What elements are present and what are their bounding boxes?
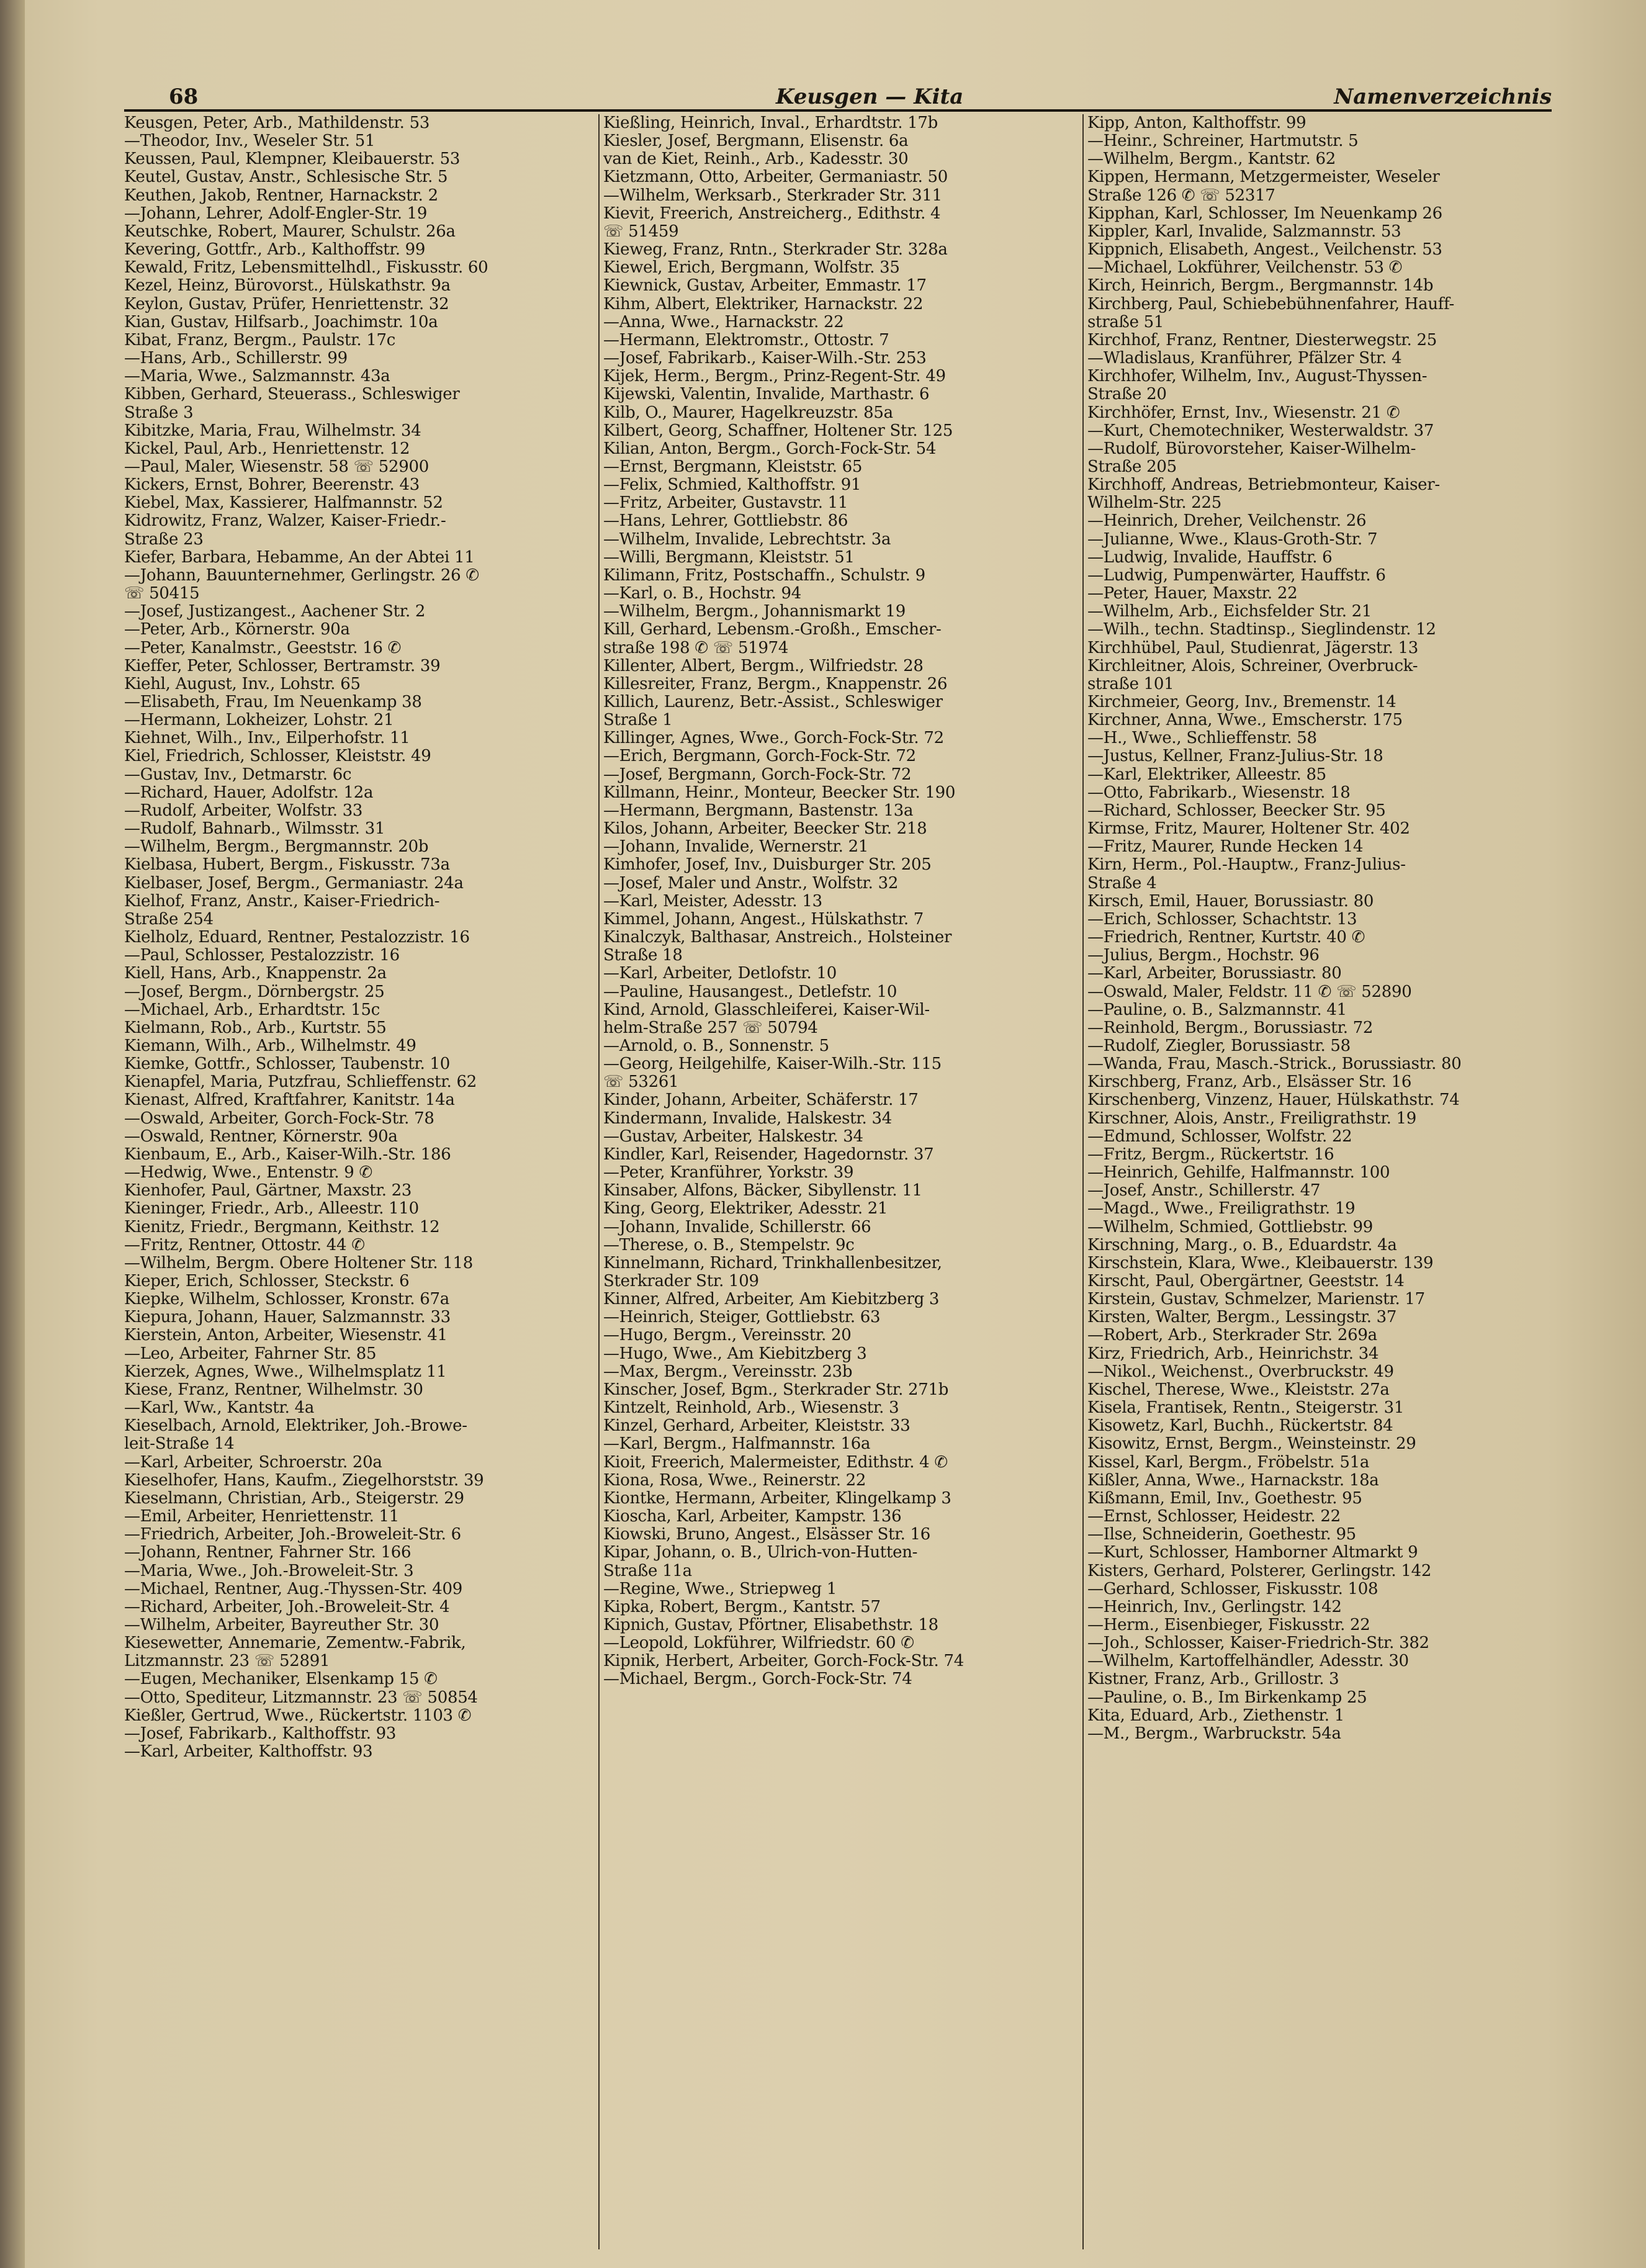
directory-column-2 (603, 114, 1081, 2249)
directory-entry: Kienapfel, Maria, Putzfrau, Schlieffenstr. 62 (124, 1073, 477, 1092)
directory-entry: —Edmund, Schlosser, Wolfstr. 22 (1087, 1127, 1352, 1146)
directory-entry: —Friedrich, Arbeiter, Joh.-Broweleit-Str. 6 (124, 1526, 461, 1544)
directory-entry: —Friedrich, Rentner, Kurtstr. 40 ✆ (1087, 929, 1365, 947)
directory-entry: —Josef, Justizangest., Aachener Str. 2 (124, 603, 426, 621)
directory-entry: Kieffer, Peter, Schlosser, Bertramstr. 39 (124, 657, 441, 675)
directory-entry: Kibat, Franz, Bergm., Paulstr. 17c (124, 331, 396, 349)
directory-entry: ☏ 50415 (124, 585, 200, 603)
directory-entry: —Wilhelm, Schmied, Gottliebstr. 99 (1087, 1218, 1373, 1236)
directory-entry: Kirschner, Alois, Anstr., Freiligrathstr. 19 (1087, 1109, 1417, 1128)
directory-entry: leit-Straße 14 (124, 1435, 235, 1454)
directory-entry: —Leopold, Lokführer, Wilfriedstr. 60 ✆ (603, 1634, 914, 1653)
directory-entry: Keylon, Gustav, Prüfer, Henriettenstr. 32 (124, 295, 449, 313)
directory-entry: Kilb, O., Maurer, Hagelkreuzstr. 85a (603, 403, 893, 422)
page-number: 68 (169, 84, 199, 109)
directory-entry: —Josef, Bergmann, Gorch-Fock-Str. 72 (603, 765, 912, 784)
directory-entry: Kiepura, Johann, Hauer, Salzmannstr. 33 (124, 1308, 451, 1327)
directory-entry: —Karl, Arbeiter, Kalthoffstr. 93 (124, 1743, 373, 1762)
directory-entry: —Ludwig, Invalide, Hauffstr. 6 (1087, 548, 1333, 567)
directory-entry: —Erich, Bergmann, Gorch-Fock-Str. 72 (603, 747, 916, 766)
directory-entry: —Karl, Bergm., Halfmannstr. 16a (603, 1435, 871, 1454)
directory-entry: —Maria, Wwe., Joh.-Broweleit-Str. 3 (124, 1562, 414, 1580)
directory-entry: —Richard, Hauer, Adolfstr. 12a (124, 783, 374, 802)
directory-entry: Kinnelmann, Richard, Trinkhallenbesitzer, (603, 1254, 942, 1272)
directory-entry: —Wilhelm, Kartoffelhändler, Adesstr. 30 (1087, 1652, 1409, 1671)
directory-entry: —Rudolf, Bahnarb., Wilmsstr. 31 (124, 820, 385, 839)
directory-entry: —Johann, Invalide, Schillerstr. 66 (603, 1218, 871, 1236)
directory-entry: —Pauline, Hausangest., Detlefstr. 10 (603, 983, 897, 1001)
directory-entry: Kiese, Franz, Rentner, Wilhelmstr. 30 (124, 1380, 423, 1399)
directory-entry: Killich, Laurenz, Betr.-Assist., Schleswiger (603, 693, 943, 711)
directory-entry: —Johann, Invalide, Wernerstr. 21 (603, 838, 869, 857)
directory-entry: helm-Straße 257 ☏ 50794 (603, 1019, 818, 1037)
directory-entry: Kihm, Albert, Elektriker, Harnackstr. 22 (603, 295, 924, 313)
header-rule (124, 109, 1552, 112)
directory-entry: —Joh., Schlosser, Kaiser-Friedrich-Str. 382 (1087, 1634, 1429, 1653)
directory-entry: Kisowetz, Karl, Buchh., Rückertstr. 84 (1087, 1417, 1393, 1436)
directory-entry: Kirn, Herm., Pol.-Hauptw., Franz-Julius- (1087, 856, 1406, 875)
directory-entry: —Maria, Wwe., Salzmannstr. 43a (124, 367, 390, 386)
directory-entry: Kinalczyk, Balthasar, Anstreich., Holsteiner (603, 929, 952, 947)
column-divider (1082, 114, 1084, 2249)
directory-entry: Kisters, Gerhard, Polsterer, Gerlingstr. 142 (1087, 1562, 1432, 1580)
directory-entry: Kiesler, Josef, Bergmann, Elisenstr. 6a (603, 132, 909, 151)
directory-entry: Kiemann, Wilh., Arb., Wilhelmstr. 49 (124, 1037, 416, 1055)
directory-entry: —Magd., Wwe., Freiligrathstr. 19 (1087, 1200, 1356, 1218)
directory-entry: —Richard, Schlosser, Beecker Str. 95 (1087, 801, 1386, 820)
directory-entry: —M., Bergm., Warbruckstr. 54a (1087, 1724, 1341, 1743)
directory-entry: Sterkrader Str. 109 (603, 1272, 759, 1290)
directory-entry: —Pauline, o. B., Salzmannstr. 41 (1087, 1001, 1347, 1019)
directory-entry: Kilos, Johann, Arbeiter, Beecker Str. 218 (603, 820, 927, 839)
directory-entry: Kienhofer, Paul, Gärtner, Maxstr. 23 (124, 1182, 412, 1200)
directory-entry: —Eugen, Mechaniker, Elsenkamp 15 ✆ (124, 1670, 438, 1689)
directory-entry: Kirchberg, Paul, Schiebebühnenfahrer, Hauff- (1087, 295, 1454, 313)
directory-entry: ☏ 51459 (603, 222, 679, 241)
directory-entry: —Hermann, Bergmann, Bastenstr. 13a (603, 801, 914, 820)
directory-entry: Kienitz, Friedr., Bergmann, Keithstr. 12 (124, 1218, 440, 1236)
directory-entry: Kissel, Karl, Bergm., Fröbelstr. 51a (1087, 1453, 1370, 1472)
directory-entry: Kipnik, Herbert, Arbeiter, Gorch-Fock-Str. 74 (603, 1652, 964, 1671)
directory-entry: Straße 3 (124, 403, 194, 422)
directory-entry: Kirsten, Walter, Bergm., Lessingstr. 37 (1087, 1308, 1397, 1327)
directory-entry: —Fritz, Rentner, Ottostr. 44 ✆ (124, 1236, 365, 1254)
running-head-range: Keusgen — Kita (776, 84, 964, 109)
directory-entry: —Heinrich, Dreher, Veilchenstr. 26 (1087, 512, 1367, 531)
directory-entry: —Leo, Arbeiter, Fahrner Str. 85 (124, 1344, 377, 1363)
directory-entry: Killenter, Albert, Bergm., Wilfriedstr. 28 (603, 657, 924, 675)
directory-entry: King, Georg, Elektriker, Adesstr. 21 (603, 1200, 888, 1218)
directory-entry: straße 101 (1087, 675, 1174, 693)
directory-entry: Kilian, Anton, Bergm., Gorch-Fock-Str. 54 (603, 439, 937, 458)
directory-entry: Kirsch, Emil, Hauer, Borussiastr. 80 (1087, 892, 1374, 911)
directory-entry: Kirchmeier, Georg, Inv., Bremenstr. 14 (1087, 693, 1396, 711)
directory-entry: —Peter, Arb., Körnerstr. 90a (124, 621, 350, 639)
directory-entry: Kippler, Karl, Invalide, Salzmannstr. 53 (1087, 222, 1401, 241)
directory-entry: Keutel, Gustav, Anstr., Schlesische Str. 5 (124, 168, 448, 187)
directory-entry: —Wilhelm, Invalide, Lebrechtstr. 3a (603, 530, 891, 549)
directory-entry: Kischel, Therese, Wwe., Kleiststr. 27a (1087, 1380, 1390, 1399)
directory-entry: —Ernst, Bergmann, Kleiststr. 65 (603, 457, 863, 476)
directory-entry: Kickers, Ernst, Bohrer, Beerenstr. 43 (124, 476, 420, 495)
directory-entry: Kinzel, Gerhard, Arbeiter, Kleiststr. 33 (603, 1417, 911, 1436)
directory-entry: Straße 23 (124, 530, 204, 549)
directory-entry: Keussen, Paul, Klempner, Kleibauerstr. 53 (124, 150, 461, 169)
directory-entry: Killmann, Heinr., Monteur, Beecker Str. 190 (603, 783, 956, 802)
directory-entry: Kipka, Robert, Bergm., Kantstr. 57 (603, 1598, 881, 1616)
directory-entry: Kipnich, Gustav, Pförtner, Elisabethstr. 18 (603, 1616, 938, 1634)
directory-entry: —Rudolf, Ziegler, Borussiastr. 58 (1087, 1037, 1351, 1055)
directory-entry: —Julianne, Wwe., Klaus-Groth-Str. 7 (1087, 530, 1378, 549)
directory-entry: —Erich, Schlosser, Schachtstr. 13 (1087, 910, 1357, 929)
directory-entry: —Gustav, Inv., Detmarstr. 6c (124, 765, 352, 784)
directory-entry: Kiepke, Wilhelm, Schlosser, Kronstr. 67a (124, 1290, 449, 1309)
directory-entry: Kilbert, Georg, Schaffner, Holtener Str. 125 (603, 421, 953, 440)
directory-entry: Kiewel, Erich, Bergmann, Wolfstr. 35 (603, 259, 900, 277)
directory-entry: Keutschke, Robert, Maurer, Schulstr. 26a (124, 222, 456, 241)
directory-entry: Kewald, Fritz, Lebensmittelhdl., Fiskusstr. 60 (124, 259, 488, 277)
running-head-title: Namenverzeichnis (1334, 84, 1552, 109)
directory-entry: Kisowitz, Ernst, Bergm., Weinsteinstr. 29 (1087, 1435, 1416, 1454)
directory-entry: straße 51 (1087, 313, 1164, 331)
directory-entry: Kidrowitz, Franz, Walzer, Kaiser-Friedr.- (124, 512, 446, 531)
directory-entry: Kipar, Johann, o. B., Ulrich-von-Hutten- (603, 1544, 918, 1562)
directory-entry: —Richard, Arbeiter, Joh.-Broweleit-Str. 4 (124, 1598, 450, 1616)
directory-entry: Kirschberg, Franz, Arb., Elsässer Str. 16 (1087, 1073, 1412, 1092)
directory-entry: —Karl, Arbeiter, Borussiastr. 80 (1087, 965, 1342, 983)
directory-entry: —Hugo, Bergm., Vereinsstr. 20 (603, 1326, 852, 1345)
directory-entry: Kisela, Frantisek, Rentn., Steigerstr. 31 (1087, 1399, 1405, 1418)
directory-entry: —Hermann, Lokheizer, Lohstr. 21 (124, 711, 394, 730)
directory-entry: Kinder, Johann, Arbeiter, Schäferstr. 17 (603, 1091, 919, 1110)
directory-entry: Kirchhöfer, Ernst, Inv., Wiesenstr. 21 ✆ (1087, 403, 1400, 422)
directory-entry: Keuthen, Jakob, Rentner, Harnackstr. 2 (124, 186, 438, 205)
directory-entry: Kirstein, Gustav, Schmelzer, Marienstr. 17 (1087, 1290, 1425, 1309)
directory-entry: Kiona, Rosa, Wwe., Reinerstr. 22 (603, 1471, 866, 1490)
directory-entry: Kistner, Franz, Arb., Grillostr. 3 (1087, 1670, 1339, 1689)
directory-entry: —Anna, Wwe., Harnackstr. 22 (603, 313, 844, 331)
directory-entry: Kiebel, Max, Kassierer, Halfmannstr. 52 (124, 494, 443, 513)
directory-entry: —Otto, Fabrikarb., Wiesenstr. 18 (1087, 783, 1351, 802)
directory-entry: Kiell, Hans, Arb., Knappenstr. 2a (124, 965, 387, 983)
directory-entry: Kirchhof, Franz, Rentner, Diesterwegstr. 25 (1087, 331, 1437, 349)
directory-entry: Kirchleitner, Alois, Schreiner, Overbruck- (1087, 657, 1418, 675)
directory-entry: Litzmannstr. 23 ☏ 52891 (124, 1652, 330, 1671)
column-divider (598, 114, 600, 2249)
directory-entry: —Hans, Lehrer, Gottliebstr. 86 (603, 512, 848, 531)
directory-entry: —Arnold, o. B., Sonnenstr. 5 (603, 1037, 829, 1055)
directory-entry: Kieninger, Friedr., Arb., Alleestr. 110 (124, 1200, 419, 1218)
directory-entry: —Wilhelm, Bergm., Bergmannstr. 20b (124, 838, 429, 857)
directory-entry: Kißler, Anna, Wwe., Harnackstr. 18a (1087, 1471, 1379, 1490)
directory-entry: Straße 1 (603, 711, 673, 730)
directory-entry: Kießling, Heinrich, Inval., Erhardtstr. 17b (603, 114, 938, 132)
directory-entry: Kirchhofer, Wilhelm, Inv., August-Thyssen- (1087, 367, 1428, 386)
directory-entry: —Josef, Bergm., Dörnbergstr. 25 (124, 983, 385, 1001)
directory-entry: Kibitzke, Maria, Frau, Wilhelmstr. 34 (124, 421, 421, 440)
directory-entry: —Justus, Kellner, Franz-Julius-Str. 18 (1087, 747, 1383, 766)
directory-entry: straße 198 ✆ ☏ 51974 (603, 639, 789, 657)
directory-entry: Kierstein, Anton, Arbeiter, Wiesenstr. 41 (124, 1326, 447, 1345)
directory-entry: —Michael, Arb., Erhardtstr. 15c (124, 1001, 380, 1019)
directory-entry: —Peter, Kranführer, Yorkstr. 39 (603, 1164, 854, 1182)
directory-entry: —Karl, o. B., Hochstr. 94 (603, 585, 801, 603)
directory-entry: Wilhelm-Str. 225 (1087, 494, 1221, 513)
directory-entry: —Regine, Wwe., Striepweg 1 (603, 1580, 837, 1598)
directory-entry: —Elisabeth, Frau, Im Neuenkamp 38 (124, 693, 422, 711)
directory-entry: Kievit, Freerich, Anstreicherg., Edithstr. 4 (603, 204, 941, 223)
directory-entry: Kill, Gerhard, Lebensm.-Großh., Emscher- (603, 621, 942, 639)
directory-entry: —Gustav, Arbeiter, Halskestr. 34 (603, 1127, 863, 1146)
directory-entry: Kippnich, Elisabeth, Angest., Veilchenstr. 53 (1087, 241, 1442, 259)
directory-entry: —Wanda, Frau, Masch.-Strick., Borussiastr. 80 (1087, 1055, 1462, 1074)
directory-entry: —Felix, Schmied, Kalthoffstr. 91 (603, 476, 861, 495)
directory-entry: —Gerhard, Schlosser, Fiskusstr. 108 (1087, 1580, 1378, 1598)
directory-entry: —Michael, Rentner, Aug.-Thyssen-Str. 409 (124, 1580, 463, 1598)
directory-entry: Kieselbach, Arnold, Elektriker, Joh.-Browe- (124, 1417, 467, 1436)
directory-entry: Kimmel, Johann, Angest., Hülskathstr. 7 (603, 910, 924, 929)
directory-entry: —Wilhelm, Werksarb., Sterkrader Str. 311 (603, 186, 942, 205)
directory-entry: —Wladislaus, Kranführer, Pfälzer Str. 4 (1087, 349, 1402, 368)
directory-entry: Kirschenberg, Vinzenz, Hauer, Hülskathstr. 74 (1087, 1091, 1460, 1110)
directory-entry: Kieweg, Franz, Rntn., Sterkrader Str. 328a (603, 241, 948, 259)
directory-entry: Kevering, Gottfr., Arb., Kalthoffstr. 99 (124, 241, 426, 259)
directory-entry: Kiehl, August, Inv., Lohstr. 65 (124, 675, 361, 693)
directory-entry: Kießler, Gertrud, Wwe., Rückertstr. 1103 ✆ (124, 1706, 472, 1725)
directory-entry: Straße 4 (1087, 874, 1157, 893)
directory-entry: Kirchhübel, Paul, Studienrat, Jägerstr. 13 (1087, 639, 1419, 657)
directory-entry: Kinsaber, Alfons, Bäcker, Sibyllenstr. 11 (603, 1182, 922, 1200)
directory-entry: Kindermann, Invalide, Halskestr. 34 (603, 1109, 892, 1128)
directory-entry: —Peter, Kanalmstr., Geeststr. 16 ✆ (124, 639, 402, 657)
directory-entry: Kirschstein, Klara, Wwe., Kleibauerstr. 139 (1087, 1254, 1434, 1272)
directory-entry: —Wilhelm, Bergm. Obere Holtener Str. 118 (124, 1254, 473, 1272)
directory-entry: —Robert, Arb., Sterkrader Str. 269a (1087, 1326, 1377, 1345)
directory-entry: —Paul, Maler, Wiesenstr. 58 ☏ 52900 (124, 457, 429, 476)
directory-entry: Kiontke, Hermann, Arbeiter, Klingelkamp 3 (603, 1489, 951, 1508)
directory-entry: Kielbaser, Josef, Bergm., Germaniastr. 24a (124, 874, 464, 893)
directory-entry: Kippen, Hermann, Metzgermeister, Weseler (1087, 168, 1440, 187)
directory-entry: van de Kiet, Reinh., Arb., Kadesstr. 30 (603, 150, 909, 169)
directory-entry: —Wilhelm, Arbeiter, Bayreuther Str. 30 (124, 1616, 439, 1634)
directory-entry: —Peter, Hauer, Maxstr. 22 (1087, 585, 1298, 603)
directory-entry: Kirmse, Fritz, Maurer, Holtener Str. 402 (1087, 820, 1410, 839)
directory-entry: Kian, Gustav, Hilfsarb., Joachimstr. 10a (124, 313, 438, 331)
directory-entry: ☏ 53261 (603, 1073, 679, 1092)
directory-entry: Keusgen, Peter, Arb., Mathildenstr. 53 (124, 114, 430, 132)
directory-entry: —Hermann, Elektromstr., Ottostr. 7 (603, 331, 889, 349)
directory-entry: Kickel, Paul, Arb., Henriettenstr. 12 (124, 439, 410, 458)
directory-entry: Kiemke, Gottfr., Schlosser, Taubenstr. 10 (124, 1055, 451, 1074)
directory-entry: Killinger, Agnes, Wwe., Gorch-Fock-Str. 72 (603, 729, 944, 748)
directory-entry: —Josef, Fabrikarb., Kalthoffstr. 93 (124, 1724, 397, 1743)
directory-entry: —Rudolf, Arbeiter, Wolfstr. 33 (124, 801, 363, 820)
directory-entry: —Michael, Bergm., Gorch-Fock-Str. 74 (603, 1670, 912, 1689)
directory-entry: Kienbaum, E., Arb., Kaiser-Wilh.-Str. 186 (124, 1145, 451, 1164)
directory-entry: Kijewski, Valentin, Invalide, Marthastr. 6 (603, 385, 930, 404)
directory-entry: Kiowski, Bruno, Angest., Elsässer Str. 16 (603, 1526, 930, 1544)
directory-entry: Kijek, Herm., Bergm., Prinz-Regent-Str. 49 (603, 367, 946, 386)
directory-entry: —Johann, Lehrer, Adolf-Engler-Str. 19 (124, 204, 428, 223)
directory-entry: Kieper, Erich, Schlosser, Steckstr. 6 (124, 1272, 410, 1290)
directory-entry: Kiewnick, Gustav, Arbeiter, Emmastr. 17 (603, 277, 927, 295)
directory-entry: —Emil, Arbeiter, Henriettenstr. 11 (124, 1508, 400, 1526)
directory-entry: Kiesewetter, Annemarie, Zementw.-Fabrik, (124, 1634, 466, 1653)
directory-entry: —Otto, Spediteur, Litzmannstr. 23 ☏ 50854 (124, 1688, 478, 1707)
directory-entry: —Pauline, o. B., Im Birkenkamp 25 (1087, 1688, 1367, 1707)
directory-entry: —Heinrich, Gehilfe, Halfmannstr. 100 (1087, 1164, 1390, 1182)
directory-entry: Kiehnet, Wilh., Inv., Eilperhofstr. 11 (124, 729, 410, 748)
directory-entry: —Max, Bergm., Vereinsstr. 23b (603, 1362, 853, 1381)
directory-entry: Kirscht, Paul, Obergärtner, Geeststr. 14 (1087, 1272, 1405, 1290)
directory-entry: Kierzek, Agnes, Wwe., Wilhelmsplatz 11 (124, 1362, 447, 1381)
directory-entry: —H., Wwe., Schlieffenstr. 58 (1087, 729, 1317, 748)
directory-entry: Kielholz, Eduard, Rentner, Pestalozzistr. 16 (124, 929, 470, 947)
directory-entry: Kind, Arnold, Glasschleiferei, Kaiser-Wil- (603, 1001, 930, 1019)
directory-entry: Kieselhofer, Hans, Kaufm., Ziegelhorststr. 39 (124, 1471, 484, 1490)
directory-entry: —Reinhold, Bergm., Borussiastr. 72 (1087, 1019, 1374, 1037)
directory-entry: —Wilhelm, Bergm., Johannismarkt 19 (603, 603, 906, 621)
directory-entry: Kipp, Anton, Kalthoffstr. 99 (1087, 114, 1306, 132)
directory-entry: Kintzelt, Reinhold, Arb., Wiesenstr. 3 (603, 1399, 899, 1418)
directory-entry: —Paul, Schlosser, Pestalozzistr. 16 (124, 947, 400, 965)
directory-entry: —Ernst, Schlosser, Heidestr. 22 (1087, 1508, 1341, 1526)
directory-entry: Kißmann, Emil, Inv., Goethestr. 95 (1087, 1489, 1362, 1508)
directory-entry: Kimhofer, Josef, Inv., Duisburger Str. 205 (603, 856, 932, 875)
directory-entry: —Oswald, Arbeiter, Gorch-Fock-Str. 78 (124, 1109, 434, 1128)
directory-entry: Kienast, Alfred, Kraftfahrer, Kanitstr. 14a (124, 1091, 455, 1110)
directory-entry: —Johann, Bauunternehmer, Gerlingstr. 26 ✆ (124, 566, 479, 585)
directory-entry: Straße 254 (124, 910, 214, 929)
directory-entry: Kindler, Karl, Reisender, Hagedornstr. 37 (603, 1145, 934, 1164)
directory-entry: —Therese, o. B., Stempelstr. 9c (603, 1236, 855, 1254)
directory-entry: —Johann, Rentner, Fahrner Str. 166 (124, 1544, 412, 1562)
directory-entry: Kirz, Friedrich, Arb., Heinrichstr. 34 (1087, 1344, 1379, 1363)
directory-column-3 (1087, 114, 1559, 2249)
directory-entry: —Oswald, Rentner, Körnerstr. 90a (124, 1127, 398, 1146)
directory-entry: —Ilse, Schneiderin, Goethestr. 95 (1087, 1526, 1356, 1544)
directory-entry: —Wilhelm, Bergm., Kantstr. 62 (1087, 150, 1336, 169)
directory-entry: —Rudolf, Bürovorsteher, Kaiser-Wilhelm- (1087, 439, 1416, 458)
directory-entry: Kibben, Gerhard, Steuerass., Schleswiger (124, 385, 460, 404)
directory-entry: Straße 18 (603, 947, 683, 965)
directory-entry: —Karl, Elektriker, Alleestr. 85 (1087, 765, 1326, 784)
directory-entry: —Heinrich, Inv., Gerlingstr. 142 (1087, 1598, 1342, 1616)
directory-entry: —Fritz, Maurer, Runde Hecken 14 (1087, 838, 1364, 857)
directory-entry: Killesreiter, Franz, Bergm., Knappenstr. 26 (603, 675, 948, 693)
directory-entry: Kielhof, Franz, Anstr., Kaiser-Friedrich- (124, 892, 440, 911)
directory-entry: —Wilh., techn. Stadtinsp., Sieglindenstr. 12 (1087, 621, 1436, 639)
directory-column-1 (124, 114, 596, 2249)
directory-entry: Kinner, Alfred, Arbeiter, Am Kiebitzberg 3 (603, 1290, 940, 1309)
page-binding-edge (0, 0, 25, 2268)
directory-entry: —Oswald, Maler, Feldstr. 11 ✆ ☏ 52890 (1087, 983, 1412, 1001)
directory-entry: Kielmann, Rob., Arb., Kurtstr. 55 (124, 1019, 387, 1037)
directory-entry: Kipphan, Karl, Schlosser, Im Neuenkamp 26 (1087, 204, 1442, 223)
directory-entry: Straße 205 (1087, 457, 1177, 476)
directory-entry: —Karl, Arbeiter, Detlofstr. 10 (603, 965, 837, 983)
directory-entry: —Josef, Fabrikarb., Kaiser-Wilh.-Str. 253 (603, 349, 927, 368)
directory-entry: —Herm., Eisenbieger, Fiskusstr. 22 (1087, 1616, 1370, 1634)
directory-entry: Kezel, Heinz, Bürovorst., Hülskathstr. 9a (124, 277, 451, 295)
directory-entry: Kinscher, Josef, Bgm., Sterkrader Str. 271b (603, 1380, 949, 1399)
directory-entry: Kielbasa, Hubert, Bergm., Fiskusstr. 73a (124, 856, 450, 875)
directory-entry: —Karl, Ww., Kantstr. 4a (124, 1399, 315, 1418)
directory-entry: Kiefer, Barbara, Hebamme, An der Abtei 11 (124, 548, 475, 567)
directory-entry: —Ludwig, Pumpenwärter, Hauffstr. 6 (1087, 566, 1386, 585)
directory-entry: —Nikol., Weichenst., Overbruckstr. 49 (1087, 1362, 1394, 1381)
directory-entry: —Heinrich, Steiger, Gottliebstr. 63 (603, 1308, 881, 1327)
directory-entry: —Fritz, Arbeiter, Gustavstr. 11 (603, 494, 848, 513)
directory-entry: —Fritz, Bergm., Rückertstr. 16 (1087, 1145, 1334, 1164)
directory-entry: Straße 126 ✆ ☏ 52317 (1087, 186, 1275, 205)
directory-entry: Kioit, Freerich, Malermeister, Edithstr. 4 ✆ (603, 1453, 948, 1472)
directory-entry: Straße 20 (1087, 385, 1167, 404)
directory-entry: Kirch, Heinrich, Bergm., Bergmannstr. 14b (1087, 277, 1434, 295)
directory-entry: —Kurt, Schlosser, Hamborner Altmarkt 9 (1087, 1544, 1418, 1562)
directory-entry: Kieselmann, Christian, Arb., Steigerstr. 29 (124, 1489, 464, 1508)
directory-entry: —Wilhelm, Arb., Eichsfelder Str. 21 (1087, 603, 1372, 621)
directory-entry: Kiel, Friedrich, Schlosser, Kleiststr. 49 (124, 747, 431, 766)
directory-entry: —Josef, Anstr., Schillerstr. 47 (1087, 1182, 1321, 1200)
directory-entry: —Georg, Heilgehilfe, Kaiser-Wilh.-Str. 115 (603, 1055, 942, 1074)
directory-entry: —Heinr., Schreiner, Hartmutstr. 5 (1087, 132, 1359, 151)
directory-entry: —Willi, Bergmann, Kleiststr. 51 (603, 548, 855, 567)
directory-entry: —Hedwig, Wwe., Entenstr. 9 ✆ (124, 1164, 372, 1182)
directory-entry: Straße 11a (603, 1562, 692, 1580)
directory-entry: —Karl, Arbeiter, Schroerstr. 20a (124, 1453, 382, 1472)
directory-entry: Kirschning, Marg., o. B., Eduardstr. 4a (1087, 1236, 1397, 1254)
directory-entry: —Julius, Bergm., Hochstr. 96 (1087, 947, 1320, 965)
directory-entry: Kirchhoff, Andreas, Betriebmonteur, Kaiser- (1087, 476, 1440, 495)
directory-entry: Kirchner, Anna, Wwe., Emscherstr. 175 (1087, 711, 1403, 730)
directory-entry: Kietzmann, Otto, Arbeiter, Germaniastr. 50 (603, 168, 948, 187)
directory-entry: —Josef, Maler und Anstr., Wolfstr. 32 (603, 874, 899, 893)
directory-entry: —Kurt, Chemotechniker, Westerwaldstr. 37 (1087, 421, 1434, 440)
directory-entry: Kilimann, Fritz, Postschaffn., Schulstr. 9 (603, 566, 925, 585)
directory-entry: Kita, Eduard, Arb., Ziethenstr. 1 (1087, 1706, 1344, 1725)
directory-entry: —Karl, Meister, Adesstr. 13 (603, 892, 822, 911)
directory-entry: —Hugo, Wwe., Am Kiebitzberg 3 (603, 1344, 867, 1363)
directory-entry: —Theodor, Inv., Weseler Str. 51 (124, 132, 376, 151)
directory-entry: Kioscha, Karl, Arbeiter, Kampstr. 136 (603, 1508, 902, 1526)
directory-entry: —Michael, Lokführer, Veilchenstr. 53 ✆ (1087, 259, 1403, 277)
directory-entry: —Hans, Arb., Schillerstr. 99 (124, 349, 348, 368)
